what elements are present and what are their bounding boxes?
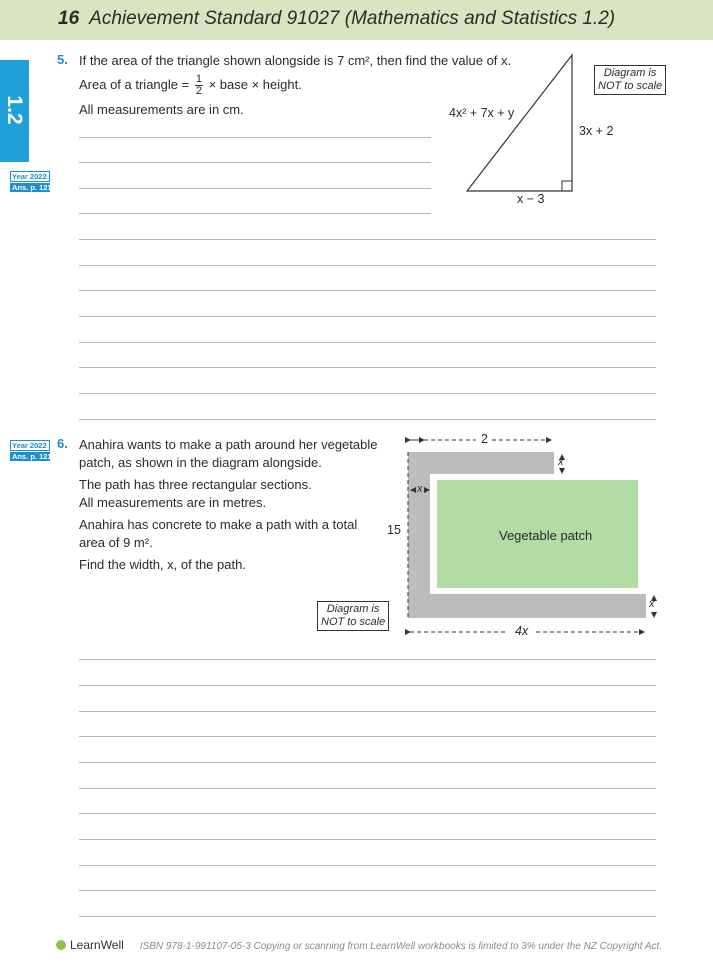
publisher-logo-text: LearnWell — [70, 938, 124, 952]
question-6-text — [79, 436, 379, 578]
q5-line-2 — [79, 74, 519, 97]
fraction-half — [195, 74, 203, 97]
learnwell-logo-icon — [56, 940, 66, 950]
diagram-note-line-2: NOT to scale — [321, 616, 386, 628]
answer-line — [79, 685, 656, 686]
triangle-height-label: 3x + 2 — [579, 124, 614, 138]
diagram-note-line-2: NOT to scale — [598, 80, 663, 92]
answer-line — [79, 265, 656, 266]
answer-line — [79, 393, 656, 394]
triangle-base-label: x − 3 — [517, 192, 545, 206]
fraction-denominator: 2 — [195, 85, 202, 97]
dim-label-top: 2 — [481, 432, 488, 446]
q6-paragraph-4: Find the width, x, of the path. — [79, 557, 246, 572]
q5-formula-lead: Area of a triangle = — [79, 76, 190, 92]
copyright-notice: ISBN 978-1-991107-05-3 Copying or scanning from LearnWell workbooks is limited to 3% under the NZ Copyright Act. — [139, 941, 663, 952]
answer-line — [79, 711, 656, 712]
answer-line — [79, 342, 656, 343]
diagram-note-line-1: Diagram is — [326, 603, 380, 615]
answer-line — [79, 290, 656, 291]
fraction-numerator: 1 — [195, 73, 202, 85]
q6-paragraph-3: Anahira has concrete to make a path with a total area of 9 m². — [79, 517, 358, 550]
footer — [56, 938, 662, 952]
triangle-diagram — [460, 50, 590, 200]
answer-line — [79, 813, 656, 814]
dim-label-x-top: x — [558, 456, 564, 468]
answer-line — [79, 659, 656, 660]
dim-label-bottom: 4x — [515, 624, 529, 638]
q6-diagram-note — [317, 601, 389, 631]
answer-line — [79, 839, 656, 840]
publisher-logo — [56, 938, 124, 952]
badge-year: Year 2022 — [10, 440, 50, 451]
q5-line-1: If the area of the triangle shown alongside is 7 cm², then find the value of x. — [79, 53, 512, 68]
question-5-number: 5. — [57, 52, 68, 67]
answer-line — [79, 419, 656, 420]
answer-line — [79, 188, 431, 189]
diagram-note-line-1: Diagram is — [603, 67, 657, 79]
answer-line — [79, 137, 431, 138]
answer-line — [79, 367, 656, 368]
page-header — [58, 8, 615, 30]
answer-line — [79, 316, 656, 317]
dim-label-x-right: x — [649, 598, 655, 610]
triangle-shape — [467, 55, 572, 191]
page-title: Achievement Standard 91027 (Mathematics and Statistics 1.2) — [89, 8, 616, 29]
triangle-hypotenuse-label: 4x² + 7x + y — [449, 106, 515, 120]
q6-paragraph-2a: The path has three rectangular sections. — [79, 477, 312, 492]
q6-paragraph-1: Anahira wants to make a path around her vegetable patch, as shown in the diagram alongside. — [79, 437, 378, 470]
q5-formula-tail: × base × height. — [208, 76, 302, 92]
answer-line — [79, 762, 656, 763]
dim-label-left: 15 — [387, 523, 401, 537]
answer-line — [79, 736, 656, 737]
q6-paragraph-2b: All measurements are in metres. — [79, 495, 267, 510]
right-angle-marker — [562, 181, 572, 191]
dim-label-x-left: x — [417, 483, 423, 495]
badge-year: Year 2022 — [10, 171, 50, 182]
question-6-number: 6. — [57, 436, 68, 451]
answer-line — [79, 865, 656, 866]
badge-answer-page: Ans. p. 121 — [12, 183, 52, 192]
section-tab — [0, 60, 29, 162]
page-number: 16 — [58, 8, 80, 29]
vegetable-patch-label: Vegetable patch — [499, 528, 593, 543]
q6-year-badge — [10, 440, 50, 462]
answer-line — [79, 916, 656, 917]
answer-line — [79, 890, 656, 891]
badge-answer-page: Ans. p. 121 — [12, 452, 52, 461]
answer-line — [79, 788, 656, 789]
q5-diagram-note — [594, 65, 666, 95]
q5-line-3: All measurements are in cm. — [79, 102, 244, 117]
answer-line — [79, 162, 431, 163]
answer-line — [79, 213, 431, 214]
q5-year-badge — [10, 171, 50, 193]
section-tab-label: 1.2 — [3, 95, 26, 125]
answer-line — [79, 239, 656, 240]
